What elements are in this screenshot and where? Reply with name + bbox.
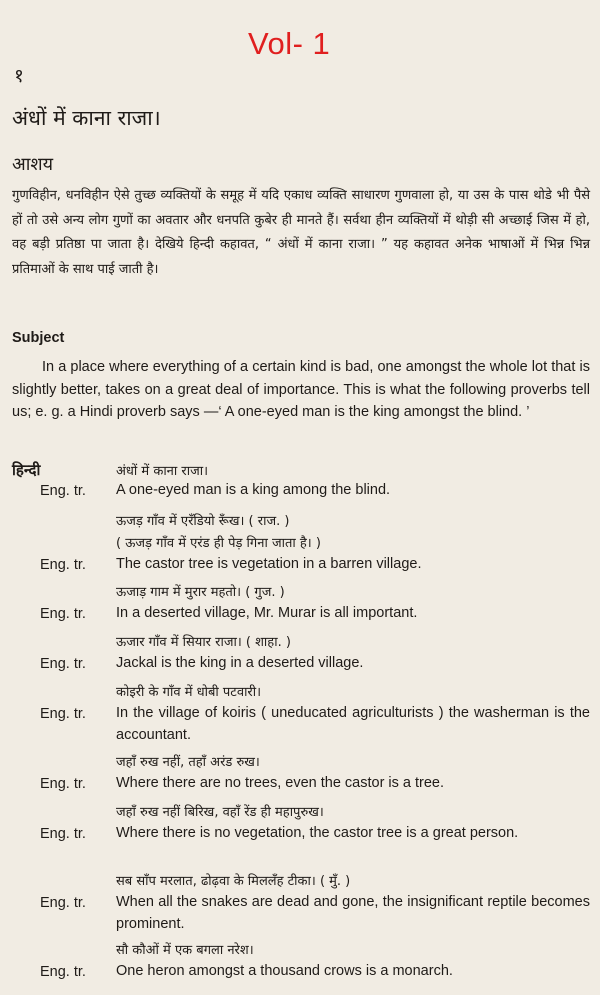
eng-tr-label: Eng. tr. xyxy=(40,706,86,722)
hindi-proverb: ऊजाड़ गाम में मुरार महतो। ( गुज. ) xyxy=(116,585,285,600)
english-translation: Where there are no trees, even the castor is a tree. xyxy=(116,775,445,791)
hindi-proverb: सब साँप मरलात, ढोढ़वा के मिललँह टीका। ( मुँ. ) xyxy=(116,874,351,889)
hindi-proverb: सौ कौओं में एक बगला नरेश। xyxy=(116,943,254,958)
eng-tr-label: Eng. tr. xyxy=(40,826,86,842)
subject-heading: Subject xyxy=(12,330,65,346)
english-translation: The castor tree is vegetation in a barren village. xyxy=(116,556,422,572)
volume-label: Vol- 1 xyxy=(248,26,331,61)
english-translation: A one-eyed man is a king among the blind. xyxy=(116,482,391,498)
ashay-paragraph: गुणविहीन, धनविहीन ऐसे तुच्छ व्यक्तियों के समूह में यदि एकाध व्यक्ति साधारण गुणवाला हो, या उस के पास थोडे भी पैसे हों तो उसे अन्य लोग गुणों का अवतार और धनपति कुबेर ही मानते हैं। सर्वथा हीन व्यक्तियों में थोड़ी सी अच्छाई जिस में हो, वह बड़ी प्रतिष्ठा पा जाता है। देखिये हिन्दी कहावत, “ अंधों में काना राजा। ” यह कहावत अनेक भाषाओं में भिन्न भिन्न प्रतिमाओं के साथ पाई जाती है। xyxy=(12,188,590,277)
hindi-proverb: अंधों में काना राजा। xyxy=(116,464,209,479)
hindi-proverb-gloss: ( ऊजड़ गाँव में एरंड ही पेड़ गिना जाता है। ) xyxy=(116,536,321,551)
ashay-heading: आशय xyxy=(12,154,54,175)
english-translation: One heron amongst a thousand crows is a monarch. xyxy=(116,963,453,979)
english-translation: In a deserted village, Mr. Murar is all important. xyxy=(116,605,418,621)
hindi-proverb: ऊजार गाँव में सियार राजा। ( शाहा. ) xyxy=(116,635,291,650)
subject-paragraph: In a place where everything of a certain kind is bad, one amongst the whole lot that is slightly better, takes on a great deal of importance. This is what the following proverbs tell us; e. g. a Hindi proverb says —‘ A one-eyed man is the king amongst the blind. ’ xyxy=(12,359,590,420)
english-translation: Where there is no vegetation, the castor tree is a great person. xyxy=(116,825,519,841)
eng-tr-label: Eng. tr. xyxy=(40,895,86,911)
english-translation: When all the snakes are dead and gone, the insignificant reptile becomes prominent. xyxy=(116,894,590,932)
hindi-proverb: जहाँ रुख नहीं, तहाँ अरंड रुख। xyxy=(116,755,260,770)
hindi-proverb: ऊजड़ गाँव में एरँडियो रूँख। ( राज. ) xyxy=(116,514,290,529)
eng-tr-label: Eng. tr. xyxy=(40,656,86,672)
chapter-number: १ xyxy=(14,65,24,87)
language-label: हिन्दी xyxy=(12,461,41,479)
hindi-proverb: जहाँ रुख नहीं बिरिख, वहाँ रेंड ही महापुरुख। xyxy=(116,805,324,820)
eng-tr-label: Eng. tr. xyxy=(40,483,86,499)
eng-tr-label: Eng. tr. xyxy=(40,606,86,622)
hindi-proverb: कोइरी के गाँव में धोबी पटवारी। xyxy=(116,685,262,700)
english-translation: In the village of koiris ( uneducated agriculturists ) the washerman is the accountant. xyxy=(116,705,590,743)
english-translation: Jackal is the king in a deserted village. xyxy=(116,655,364,671)
eng-tr-label: Eng. tr. xyxy=(40,964,86,980)
eng-tr-label: Eng. tr. xyxy=(40,557,86,573)
eng-tr-label: Eng. tr. xyxy=(40,776,86,792)
proverb-title: अंधों में काना राजा। xyxy=(12,106,161,130)
